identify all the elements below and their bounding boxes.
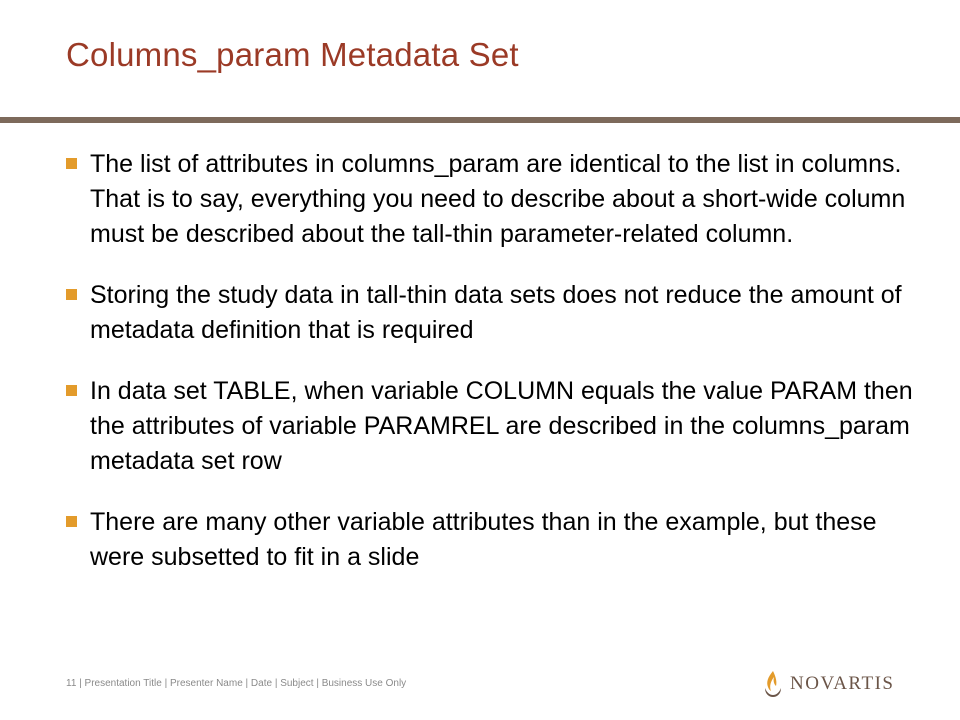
bullet-item	[62, 374, 922, 479]
title-divider	[0, 117, 960, 123]
square-bullet-icon	[66, 158, 77, 169]
novartis-wordmark: NOVARTIS	[790, 673, 895, 694]
bullet-item	[62, 505, 922, 575]
novartis-logo	[762, 668, 894, 700]
bullet-item	[62, 147, 922, 252]
bullet-text: Storing the study data in tall-thin data sets does not reduce the amount of metadata definition that is required	[90, 281, 902, 344]
bullet-item	[62, 278, 922, 348]
footer-text: 11 | Presentation Title | Presenter Name | Date | Subject | Business Use Only	[66, 678, 407, 689]
novartis-flame-icon	[762, 669, 784, 699]
square-bullet-icon	[66, 385, 77, 396]
slide-title: Columns_param Metadata Set	[66, 36, 519, 73]
square-bullet-icon	[66, 516, 77, 527]
bullet-text: In data set TABLE, when variable COLUMN equals the value PARAM then the attributes of variable PARAMREL are described in the columns_param metadata set row	[90, 377, 913, 475]
bullet-text: There are many other variable attributes than in the example, but these were subsetted to fit in a slide	[90, 508, 877, 571]
bullet-text: The list of attributes in columns_param are identical to the list in columns. That is to say, everything you need to describe about a short-wide column must be described about the tall-thin parameter-related column.	[90, 150, 906, 248]
square-bullet-icon	[66, 289, 77, 300]
bullet-list	[62, 147, 922, 601]
